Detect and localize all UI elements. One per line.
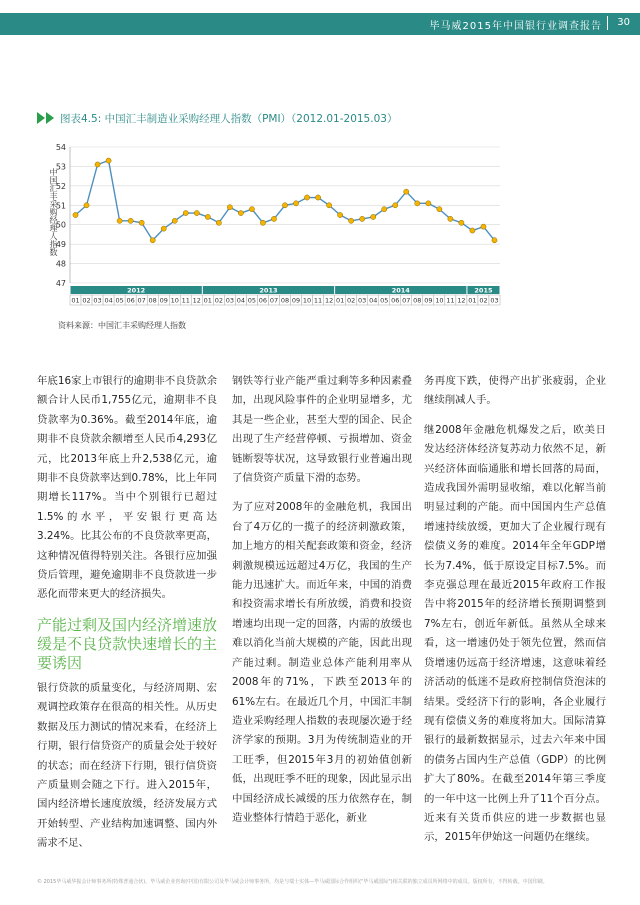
x-tick-label: 09 <box>424 296 433 305</box>
pmi-data-point <box>393 203 398 208</box>
y-tick-label: 54 <box>55 143 66 152</box>
x-tick-label: 05 <box>380 296 389 305</box>
pmi-data-point <box>172 218 177 223</box>
pmi-data-point <box>459 220 464 225</box>
text-column-1 <box>37 372 217 854</box>
section-heading: 产能过剩及国内经济增速放缓是不良贷款快速增长的主要诱因 <box>37 615 218 672</box>
pmi-data-point <box>448 216 453 221</box>
paragraph: 年底16家上市银行的逾期非不良贷款余额合计人民币1,755亿元，逾期非不良贷款率为0.36%。截至2014年底，逾期非不良贷款余额增至人民币4,293亿元，比2013年底上升2,538亿元，逾期非不良贷款率达到0.78%，比上年同期增长117%。当中个别银行已超过1.5%的水平，平安银行更高达3.24%。比其公布的不良贷款率更高，这种情况值得特别关注。各银行应加强贷后管理，避免逾期非不良贷款进一步恶化而带来更大的经济损失。 <box>37 375 217 601</box>
pmi-data-point <box>84 203 89 208</box>
chart-y-axis-label: 中国汇丰采购经理人指数 <box>49 168 58 256</box>
x-tick-label: 04 <box>369 296 378 305</box>
figure-source: 资料来源：中国汇丰采购经理人指数 <box>58 321 186 330</box>
x-tick-label: 01 <box>71 296 80 305</box>
x-tick-label: 06 <box>258 296 268 305</box>
text-column-3 <box>424 372 606 848</box>
pmi-data-point <box>238 210 243 215</box>
pmi-data-point <box>315 195 320 200</box>
paragraph: 为了应对2008年的金融危机，我国出台了4万亿的一揽子的经济刺激政策，加上地方的相关配套政策和资金，经济刺激规模远远超过4万亿，我国的生产能力迅速扩大。而近年来，中国的消费和投资需求增长有所放缓，消费和投资增速均出现一定的回落，内需的放缓也难以消化当前大规模的产能，因此出现产能过剩。制造业总体产能利用率从2008年的71%，下跌至2013年的61%左右。在最近几个月，中国汇丰制造业采购经理人指数的表现屡次逊于经济学家的预期。3月为传统制造业的开工旺季，但2015年3月的初始值创新低，出现旺季不旺的现象，因此显示出中国经济成长减缓的压力依然存在，制造业整体行情趋于恶化，新业 <box>232 501 412 824</box>
x-tick-label: 04 <box>236 296 246 305</box>
pmi-data-point <box>205 214 210 219</box>
x-tick-label: 07 <box>269 296 279 305</box>
pmi-line-chart <box>0 0 640 320</box>
pmi-data-point <box>260 220 265 225</box>
y-tick-label: 53 <box>55 162 66 172</box>
pmi-data-point <box>128 218 133 223</box>
pmi-data-point <box>382 207 387 212</box>
pmi-data-point <box>492 238 497 243</box>
y-tick-label: 48 <box>55 259 66 269</box>
x-tick-label: 09 <box>159 296 168 305</box>
pmi-data-point <box>371 214 376 219</box>
pmi-data-point <box>470 228 475 233</box>
y-tick-label: 50 <box>55 220 66 230</box>
pmi-data-point <box>249 207 254 212</box>
x-tick-label: 02 <box>347 296 356 305</box>
x-tick-label: 11 <box>446 296 455 305</box>
pmi-data-point <box>338 212 343 217</box>
y-tick-label: 52 <box>55 181 66 191</box>
pmi-data-point <box>216 220 221 225</box>
x-tick-label: 11 <box>313 296 323 305</box>
x-tick-label: 09 <box>291 296 301 305</box>
pmi-data-point <box>117 218 122 223</box>
pmi-data-point <box>227 205 232 210</box>
paragraph: 银行贷款的质量变化，与经济周期、宏观调控政策存在很高的相关性。从历史数据及压力测试的情况来看，在经济上行期，银行信贷资产的质量会处于较好的状态；而在经济下行期，银行信贷资产质量则会随之下行。进入2015年，国内经济增长速度放缓，经济发展方式开始转型、产业结构加速调整、国内外需求不足、 <box>37 681 217 850</box>
pmi-data-point <box>415 201 420 206</box>
copyright-footer: © 2015毕马威华振会计师事务所(特殊普通合伙)、毕马威企业咨询(中国)有限公司及毕马威会计师事务所，均是与瑞士实体—毕马威国际合作组织("毕马威国际")相关联的独立成员所网络中的成员。版权所有，不得转载。中国印刷。 <box>37 879 548 885</box>
pmi-data-point <box>139 220 144 225</box>
year-label: 2013 <box>259 286 278 295</box>
x-tick-label: 02 <box>214 296 223 305</box>
x-tick-label: 01 <box>468 296 477 305</box>
pmi-series-line <box>76 161 495 241</box>
x-tick-label: 02 <box>479 296 488 305</box>
x-tick-label: 01 <box>203 296 212 305</box>
x-tick-label: 08 <box>148 296 157 305</box>
year-label: 2014 <box>391 286 410 295</box>
x-tick-label: 03 <box>93 296 102 305</box>
pmi-data-point <box>106 158 111 163</box>
y-tick-label: 47 <box>55 279 66 288</box>
pmi-data-point <box>282 203 287 208</box>
x-tick-label: 05 <box>115 296 124 305</box>
x-tick-label: 06 <box>126 296 135 305</box>
y-tick-label: 49 <box>55 240 66 250</box>
pmi-data-point <box>349 218 354 223</box>
x-tick-label: 03 <box>490 296 499 305</box>
y-tick-label: 51 <box>55 201 66 211</box>
pmi-data-point <box>271 216 276 221</box>
x-tick-label: 06 <box>391 296 400 305</box>
pmi-data-point <box>426 201 431 206</box>
pmi-data-point <box>73 212 78 217</box>
paragraph: 钢铁等行业产能严重过剩等多种因素叠加，出现风险事件的企业明显增多，尤其是一些企业，甚至大型的国企、民企出现了生产经营停顿、亏损增加、资金链断裂等状况，这导致银行业普遍出现了信贷资产质量下滑的态势。 <box>232 375 412 485</box>
x-tick-label: 05 <box>247 296 257 305</box>
x-tick-label: 12 <box>324 296 334 305</box>
year-label: 2015 <box>474 286 493 295</box>
x-tick-label: 07 <box>137 296 146 305</box>
pmi-data-point <box>304 195 309 200</box>
x-tick-label: 10 <box>302 296 312 305</box>
x-tick-label: 07 <box>402 296 411 305</box>
x-tick-label: 03 <box>358 296 367 305</box>
x-tick-label: 08 <box>413 296 422 305</box>
page-number: 30 <box>617 17 630 28</box>
pmi-data-point <box>437 207 442 212</box>
pmi-data-point <box>161 226 166 231</box>
pmi-data-point <box>481 224 486 229</box>
pmi-data-point <box>360 216 365 221</box>
report-title: 毕马威2015年中国银行业调查报告 <box>429 21 602 32</box>
figure-title: 图表4.5: 中国汇丰制造业采购经理人指数（PMI）（2012.01-2015.03） <box>60 113 398 125</box>
paragraph: 继2008年金融危机爆发之后，欧美日发达经济体经济复苏动力依然不足，新兴经济体面临通胀和增长回落的局面，造成我国外需明显收缩，难以化解当前明显过剩的产能。而中国国内生产总值增速持续放缓，更加大了企业履行现有偿债义务的难度。2014年全年GDP增长为7.4%，低于原设定目标7.5%。而李克强总理在最近2015年政府工作报告中将2015年的经济增长预期调整到7%左右，创近年新低。虽然从全球来看，这一增速仍处于领先位置，然而信贷增速仍远高于经济增速，这意味着经济活动的低迷不是政府控制信贷泡沫的结果。受经济下行的影响，各企业履行现有偿债义务的难度将加大。国际清算银行的最新数据显示，过去六年来中国的债务占国内生产总值（GDP）的比例扩大了80%。在截至2014年第三季度的一年中这一比例上升了11个百分点。近来有关货币供应的进一步数据也显示，2015年伊始这一问题仍在继续。 <box>424 423 606 844</box>
x-tick-label: 11 <box>181 296 190 305</box>
pmi-data-point <box>194 210 199 215</box>
paragraph: 务再度下跌，使得产出扩张疲弱，企业继续削减人手。 <box>424 375 606 407</box>
x-tick-label: 12 <box>192 296 201 305</box>
x-tick-label: 02 <box>82 296 91 305</box>
x-tick-label: 04 <box>104 296 113 305</box>
x-tick-label: 12 <box>457 296 466 305</box>
x-tick-label: 10 <box>435 296 444 305</box>
pmi-data-point <box>95 162 100 167</box>
pmi-data-point <box>150 238 155 243</box>
x-tick-label: 10 <box>170 296 179 305</box>
x-tick-label: 03 <box>225 296 235 305</box>
pmi-data-point <box>327 203 332 208</box>
x-tick-label: 08 <box>280 296 290 305</box>
x-tick-label: 01 <box>335 296 345 305</box>
pmi-data-point <box>183 210 188 215</box>
year-label: 2012 <box>127 286 146 295</box>
pmi-data-point <box>404 189 409 194</box>
pmi-data-point <box>293 201 298 206</box>
text-column-2 <box>232 372 412 828</box>
